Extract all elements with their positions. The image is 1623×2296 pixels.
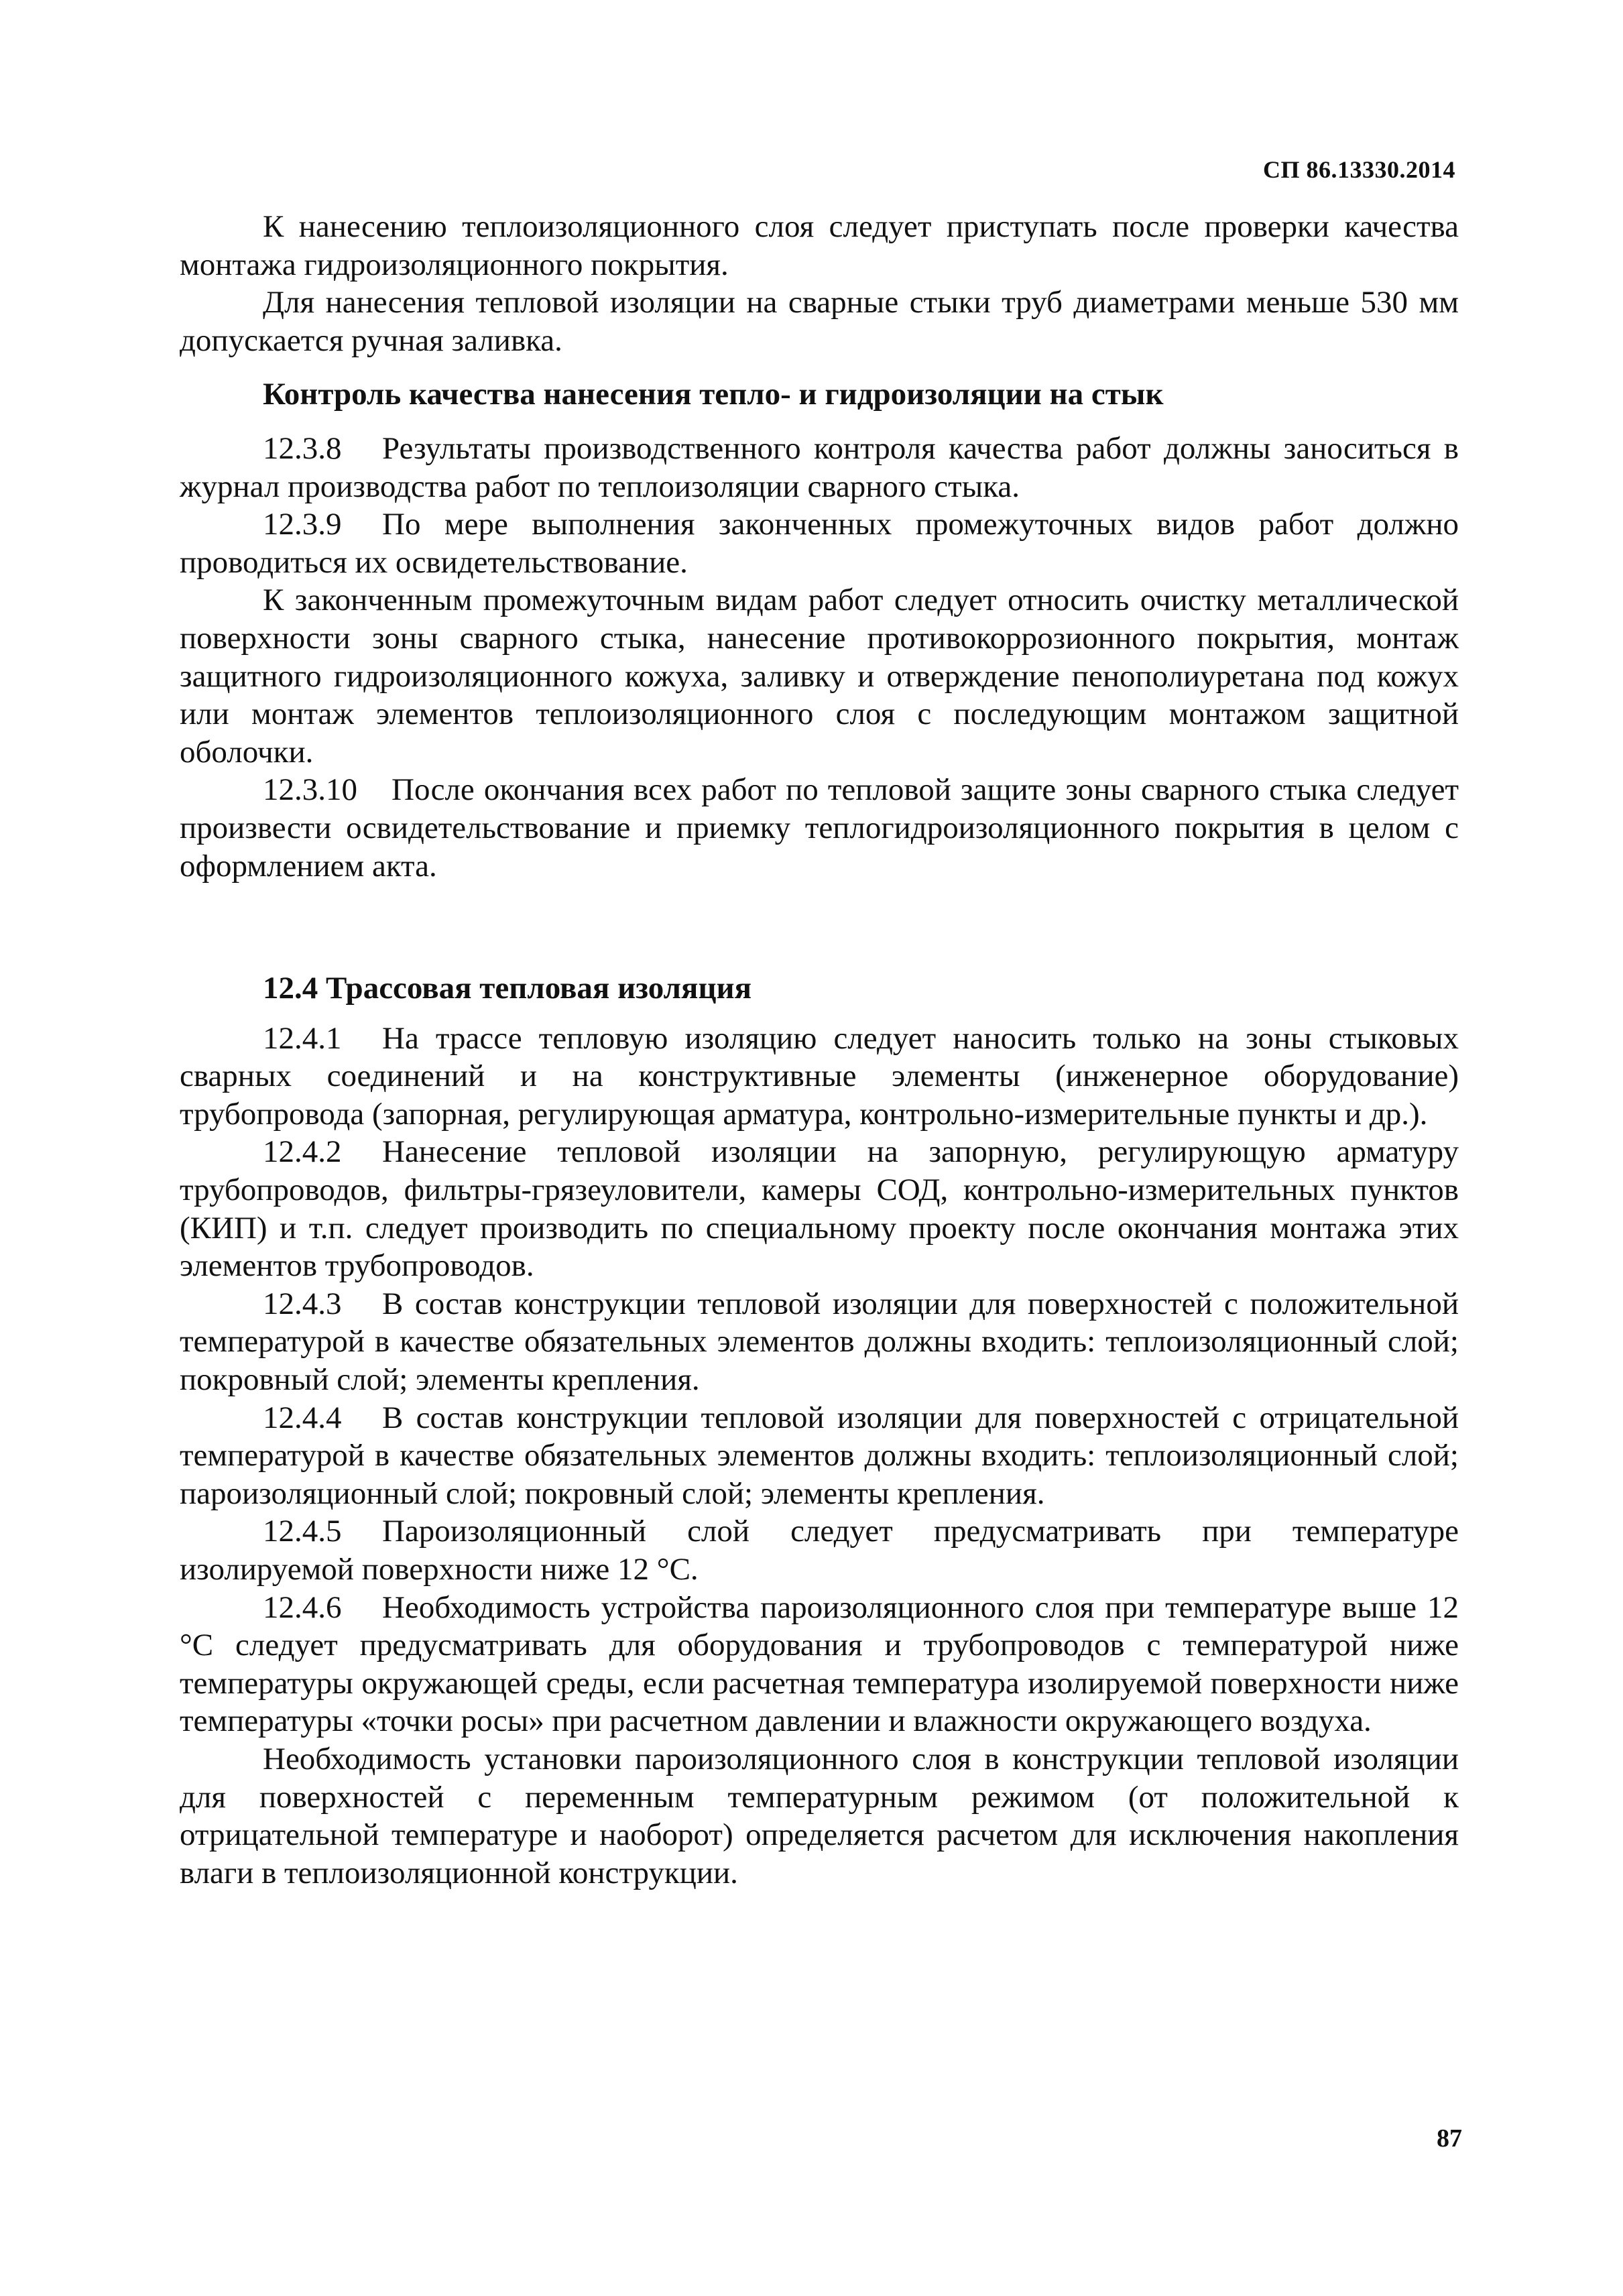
clause-number: 12.4.1 — [263, 1020, 342, 1056]
paragraph-12-4-5 — [180, 1512, 1459, 1588]
clause-number: 12.3.8 — [263, 430, 342, 466]
heading-section-12-4: 12.4 Трассовая тепловая изоляция — [263, 971, 752, 1006]
clause-number: 12.4.4 — [263, 1400, 342, 1435]
clause-text: Нанесение тепловой изоляции на запорную, регулирующую арматуру трубопроводов, фильтры-грязеуловители, камеры СОД, контрольно-измерительных пунктов (КИП) и т.п. следует производить по специальному проекту после окончания монтажа этих элементов трубопроводов. — [180, 1134, 1459, 1284]
document-code: СП 86.13330.2014 — [1263, 156, 1455, 183]
paragraph-intermediate-works: К законченным промежуточным видам работ следует относить очистку металлической поверхности зоны сварного стыка, нанесение противокоррозионного покрытия, монтаж защитного гидроизоляционного кожуха, заливку и отверждение пенополиуретана под кожух или монтаж элементов теплоизоляционного слоя с последующим монтажом защитной оболочки. — [180, 583, 1459, 770]
paragraph-12-4-3 — [180, 1285, 1459, 1399]
clause-number: 12.4.6 — [263, 1589, 342, 1625]
paragraph-12-4-2 — [180, 1133, 1459, 1284]
clause-text: После окончания всех работ по тепловой защите зоны сварного стыка следует произвести освидетельствование и приемку теплогидроизоляционного покрытия в целом с оформлением акта. — [180, 772, 1459, 884]
document-body — [180, 208, 1459, 1892]
clause-text: Пароизоляционный слой следует предусматривать при температуре изолируемой поверхности ниже 12 °С. — [180, 1514, 1459, 1587]
clause-text: Необходимость устройства пароизоляционного слоя при температуре выше 12 °С следует предусматривать для оборудования и трубопроводов с температурой ниже температуры окружающей среды, если расчетная температура изолируемой поверхности ниже температуры «точки росы» при расчетном давлении и влажности окружающего воздуха. — [180, 1589, 1459, 1739]
clause-number: 12.4.3 — [263, 1286, 342, 1321]
clause-text: В состав конструкции тепловой изоляции для поверхностей с отрицательной температурой в качестве обязательных элементов должны входить: теплоизоляционный слой; пароизоляционный слой; покровный слой; элементы крепления. — [180, 1400, 1459, 1511]
clause-number: 12.4.2 — [263, 1134, 342, 1170]
paragraph-12-4-4 — [180, 1399, 1459, 1513]
paragraph-12-3-8 — [180, 430, 1459, 505]
paragraph-12-3-10 — [180, 771, 1459, 885]
page-number: 87 — [1437, 2124, 1462, 2153]
paragraph-start-conditions: К нанесению теплоизоляционного слоя следует приступать после проверки качества монтажа гидроизоляционного покрытия. — [180, 209, 1459, 282]
clause-number: 12.4.5 — [263, 1514, 342, 1549]
clause-number: 12.3.9 — [263, 507, 342, 542]
clause-number: 12.3.10 — [263, 772, 357, 808]
clause-text: На трассе тепловую изоляцию следует наносить только на зоны стыковых сварных соединений и на конструктивные элементы (инженерное оборудование) трубопровода (запорная, регулирующая арматура, контрольно-измерительные пункты и др.). — [180, 1020, 1459, 1132]
paragraph-12-4-6 — [180, 1589, 1459, 1740]
paragraph-manual-fill: Для нанесения тепловой изоляции на сварные стыки труб диаметрами меньше 530 мм допускается ручная заливка. — [180, 285, 1459, 358]
clause-text: В состав конструкции тепловой изоляции для поверхностей с положительной температурой в качестве обязательных элементов должны входить: теплоизоляционный слой; покровный слой; элементы крепления. — [180, 1286, 1459, 1398]
paragraph-12-4-1 — [180, 1020, 1459, 1134]
clause-text: По мере выполнения законченных промежуточных видов работ должно проводиться их освидетельствование. — [180, 507, 1459, 580]
heading-quality-control: Контроль качества нанесения тепло- и гидроизоляции на стык — [263, 377, 1164, 412]
clause-text: Результаты производственного контроля качества работ должны заноситься в журнал производства работ по теплоизоляции сварного стыка. — [180, 430, 1459, 504]
paragraph-variable-temperature: Необходимость установки пароизоляционного слоя в конструкции тепловой изоляции для поверхностей с переменным температурным режимом (от положительной к отрицательной температуре и наоборот) определяется расчетом для исключения накопления влаги в теплоизоляционной конструкции. — [180, 1741, 1459, 1890]
paragraph-12-3-9 — [180, 505, 1459, 581]
